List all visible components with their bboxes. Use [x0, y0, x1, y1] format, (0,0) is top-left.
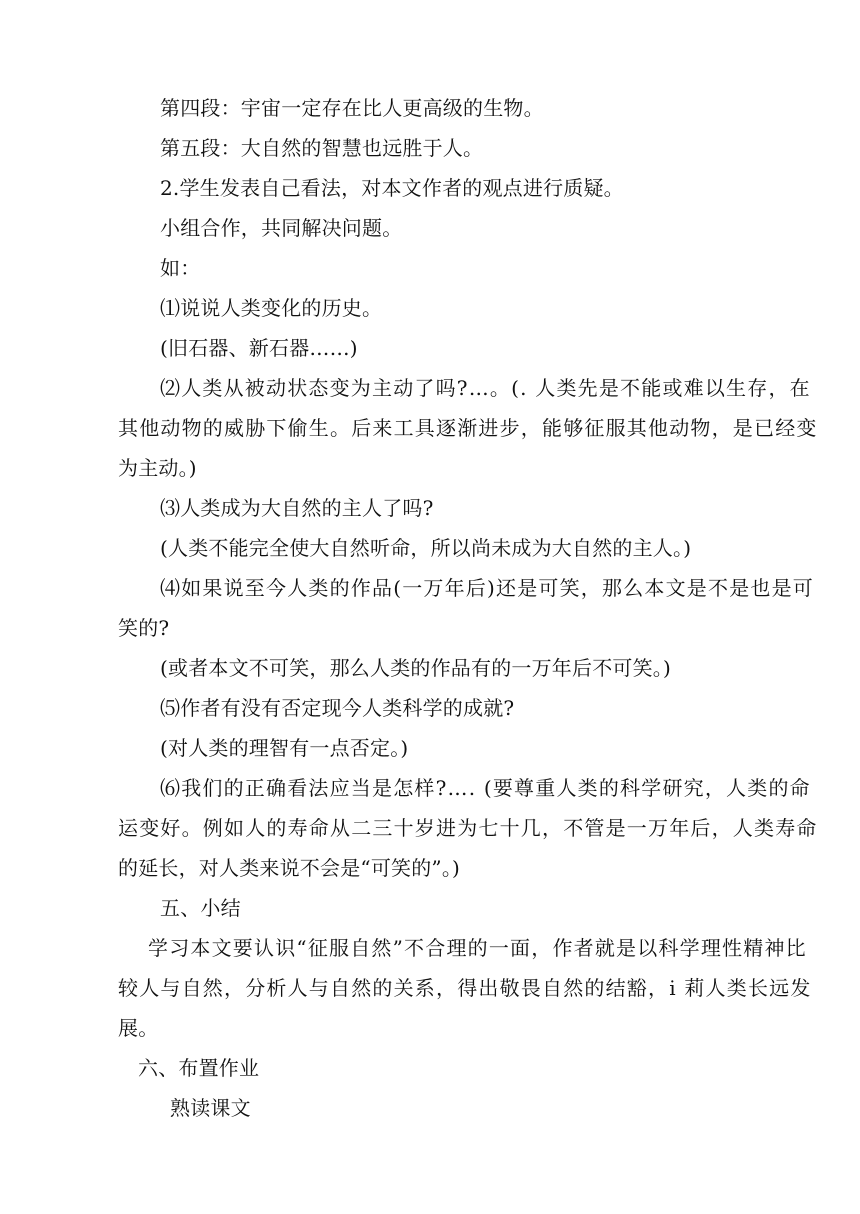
text-line-answer-5: (对人类的理智有一点否定。) [160, 736, 409, 760]
section-heading-summary: 五、小结 [160, 896, 241, 920]
text-line-question-6: ⑹我们的正确看法应当是怎样?…. (要尊重人类的科学研究，人类的命 [160, 776, 811, 800]
text-line-answer-3: (人类不能完全使大自然听命，所以尚未成为大自然的主人。) [160, 536, 692, 560]
text-line-student-opinion: 2.学生发表自己看法，对本文作者的观点进行质疑。 [160, 176, 624, 200]
text-line-homework: 熟读课文 [170, 1096, 251, 1120]
text-line-question-4-end: 笑的? [118, 616, 170, 640]
text-line-question-6-cont: 运变好。例如人的寿命从二三十岁进为七十几，不管是一万年后，人类寿命 [118, 816, 818, 840]
text-line-summary-end: 展。 [118, 1016, 159, 1040]
text-line-example-label: 如： [160, 256, 201, 280]
text-line-answer-4: (或者本文不可笑，那么人类的作品有的一万年后不可笑。) [160, 656, 672, 680]
text-line-question-4: ⑷如果说至今人类的作品(一万年后)还是可笑，那么本文是不是也是可 [160, 576, 815, 600]
text-line-question-2-cont: 其他动物的威胁下偷生。后来工具逐渐进步，能够征服其他动物，是已经变 [118, 416, 818, 440]
text-line-summary-cont: 较人与自然，分析人与自然的关系，得出敬畏自然的结豁，i 莉人类长远发 [118, 976, 812, 1000]
text-line-question-1: ⑴说说人类变化的历史。 [160, 296, 383, 320]
text-line-question-2-end: 为主动。) [118, 456, 197, 480]
text-line-question-2: ⑵人类从被动状态变为主动了吗?…。(. 人类先是不能或难以生存，在 [160, 376, 811, 400]
text-line-question-6-end: 的延长，对人类来说不会是“可笑的”。) [118, 856, 461, 880]
text-line-segment-five: 第五段：大自然的智慧也远胜于人。 [160, 136, 484, 160]
text-line-question-3: ⑶人类成为大自然的主人了吗? [160, 496, 434, 520]
text-line-answer-1: (旧石器、新石器……) [160, 336, 358, 360]
text-line-summary: 学习本文要认识“征服自然”不合理的一面，作者就是以科学理性精神比 [148, 936, 807, 960]
section-heading-homework: 六、布置作业 [138, 1056, 260, 1080]
text-line-segment-four: 第四段：宇宙一定存在比人更高级的生物。 [160, 96, 544, 120]
text-line-question-5: ⑸作者有没有否定现今人类科学的成就? [160, 696, 515, 720]
text-line-group-work: 小组合作，共同解决问题。 [160, 216, 403, 240]
